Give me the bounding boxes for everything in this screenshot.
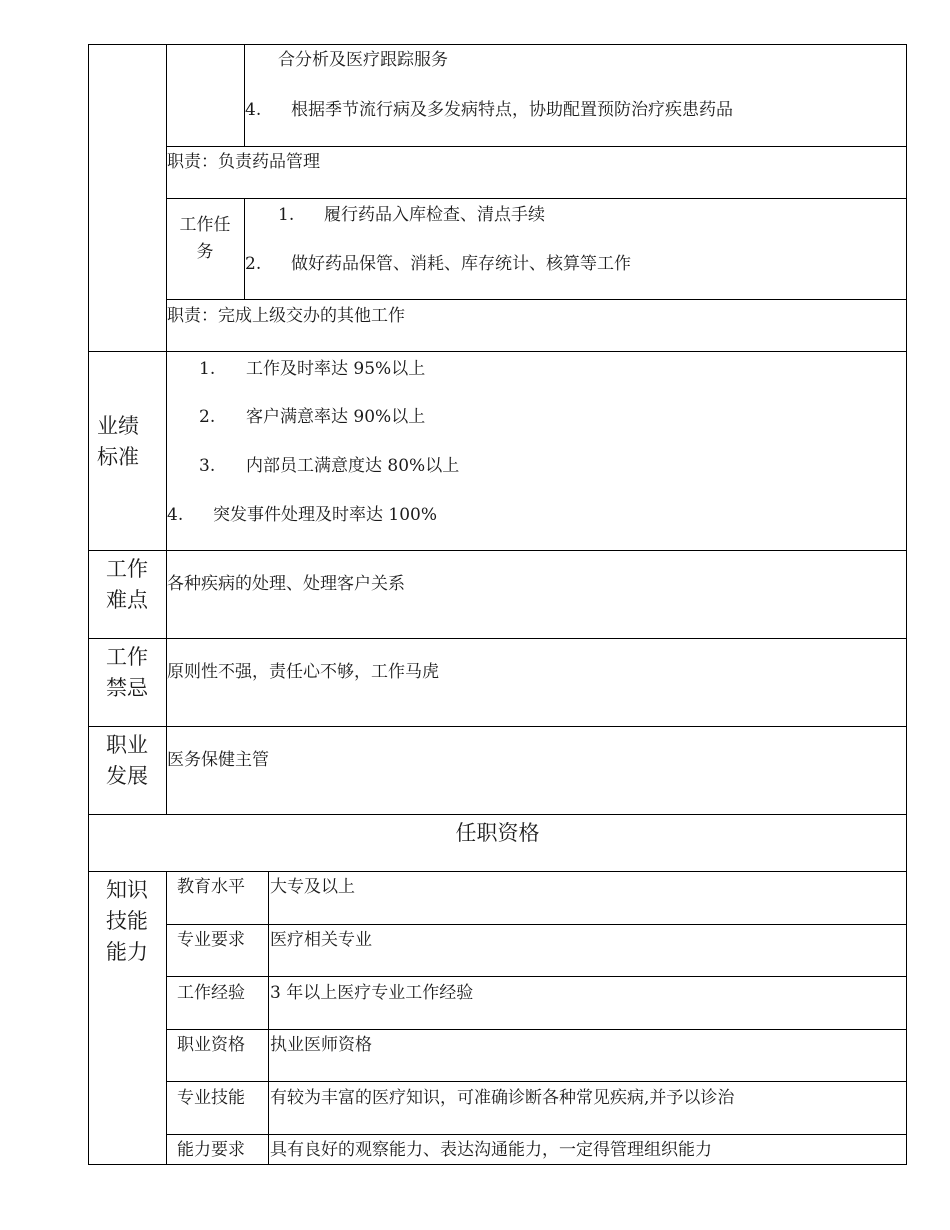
row-value: 原则性不强，责任心不够，工作马虎 [167, 662, 439, 682]
qualification-value: 医疗相关专业 [270, 930, 372, 950]
row-label: 工作 [106, 645, 148, 669]
qualification-label: 职业资格 [177, 1035, 245, 1055]
list-item-text: 突发事件处理及时率达 100% [213, 505, 438, 525]
qualification-value: 具有良好的观察能力、表达沟通能力，一定得管理组织能力 [270, 1140, 712, 1160]
list-item-text: 工作及时率达 95%以上 [246, 359, 426, 379]
list-item-number: 1. [199, 359, 216, 379]
list-item-text: 内部员工满意度达 80%以上 [246, 456, 460, 476]
row-label: 难点 [106, 588, 148, 612]
qualification-value: 3 年以上医疗专业工作经验 [270, 983, 474, 1003]
qualification-label: 教育水平 [177, 877, 245, 897]
row-value: 医务保健主管 [167, 750, 269, 770]
list-item-number: 3. [199, 456, 216, 476]
row-label: 工作 [106, 557, 148, 581]
row-value: 各种疾病的处理、处理客户关系 [167, 574, 405, 594]
list-item-number: 2. [199, 407, 216, 427]
qualification-label: 专业技能 [177, 1088, 245, 1108]
list-item-number: 1. [278, 205, 295, 225]
qualification-value: 有较为丰富的医疗知识，可准确诊断各种常见疾病,并予以诊治 [270, 1088, 735, 1108]
row-label: 标准 [97, 445, 139, 469]
duty-text: 职责：完成上级交办的其他工作 [167, 306, 405, 326]
list-item-number: 4. [245, 100, 262, 120]
row-label: 发展 [106, 764, 148, 788]
list-item-number: 2. [245, 254, 262, 274]
task-label: 务 [196, 242, 214, 262]
responsibility-line: 合分析及医疗跟踪服务 [278, 50, 448, 70]
list-item-text: 做好药品保管、消耗、库存统计、核算等工作 [291, 254, 631, 274]
task-label: 工作任 [179, 215, 231, 235]
qualification-value: 大专及以上 [270, 877, 355, 897]
group-label: 能力 [106, 940, 148, 964]
qualification-label: 能力要求 [177, 1140, 245, 1160]
list-item-text: 根据季节流行病及多发病特点，协助配置预防治疗疾患药品 [291, 100, 733, 120]
duty-text: 职责：负责药品管理 [167, 152, 320, 172]
qualification-label: 工作经验 [177, 983, 245, 1003]
section-title: 任职资格 [455, 821, 540, 845]
list-item-number: 4. [167, 505, 184, 525]
row-label: 业绩 [97, 414, 139, 438]
group-label: 技能 [106, 909, 148, 933]
list-item-text: 客户满意率达 90%以上 [246, 407, 426, 427]
qualification-label: 专业要求 [177, 930, 245, 950]
row-label: 禁忌 [106, 676, 148, 700]
row-label: 职业 [106, 733, 148, 757]
list-item-text: 履行药品入库检查、清点手续 [324, 205, 545, 225]
group-label: 知识 [106, 878, 148, 902]
qualification-value: 执业医师资格 [270, 1035, 372, 1055]
